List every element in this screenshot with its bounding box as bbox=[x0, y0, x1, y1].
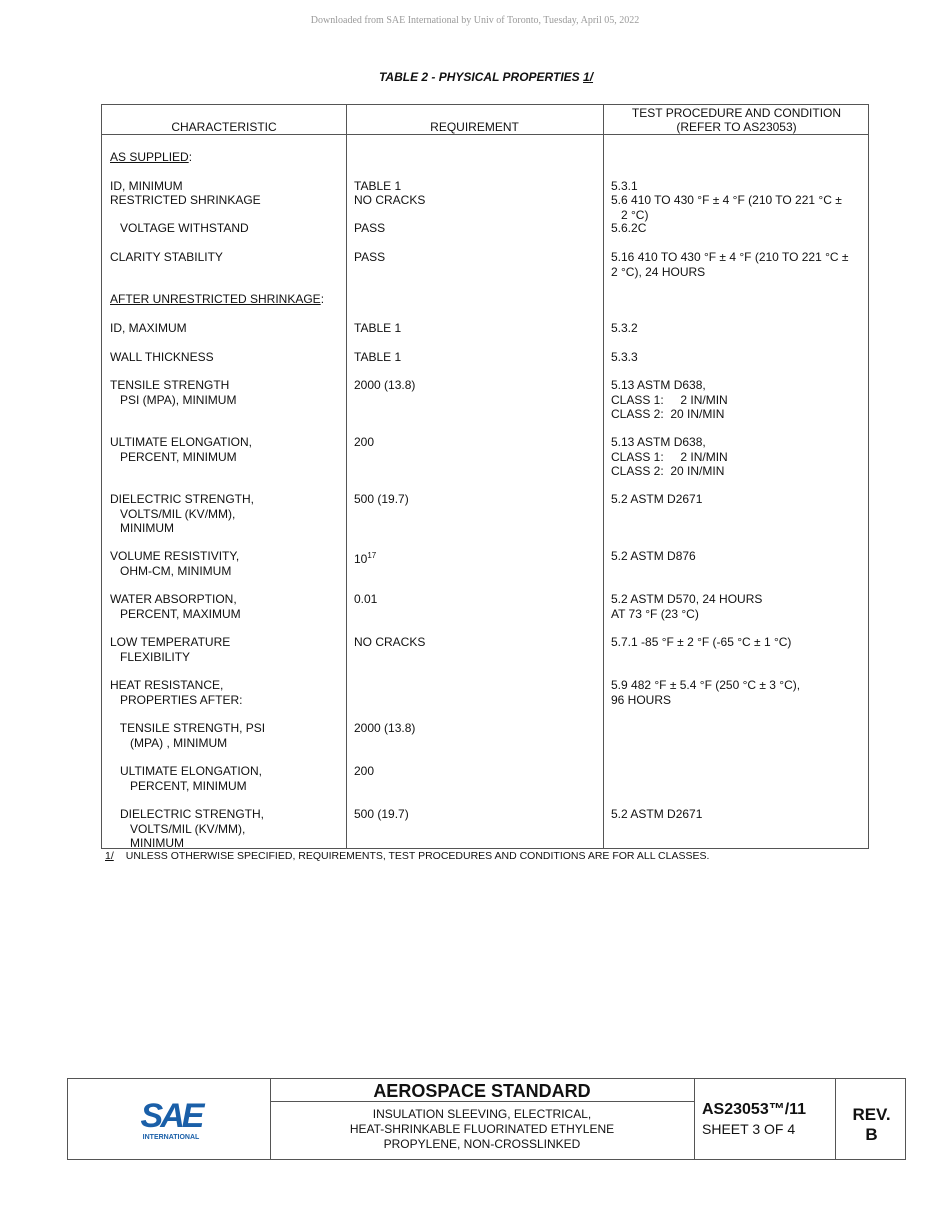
test-procedure-cell: 5.3.1 bbox=[611, 179, 638, 193]
header-requirement: REQUIREMENT bbox=[430, 120, 519, 134]
requirement-cell: TABLE 1 bbox=[354, 179, 402, 193]
requirement-cell: 500 (19.7) bbox=[354, 492, 409, 506]
header-test-procedure: TEST PROCEDURE AND CONDITION (REFER TO AS23053) bbox=[631, 106, 842, 134]
table-title-footnote: 1/ bbox=[583, 70, 594, 84]
document-number: AS23053™/11 bbox=[702, 1101, 807, 1118]
test-procedure-cell: 5.13 ASTM D638, CLASS 1: 2 IN/MIN CLASS 2: 20 IN/MIN bbox=[611, 435, 728, 478]
characteristic-cell: WALL THICKNESS bbox=[110, 350, 214, 364]
test-procedure-cell: 5.3.2 bbox=[611, 321, 638, 335]
title-block bbox=[67, 1078, 906, 1160]
characteristic-cell: AS SUPPLIED: bbox=[110, 150, 193, 164]
characteristic-cell: DIELECTRIC STRENGTH, VOLTS/MIL (KV/MM), MINIMUM bbox=[120, 807, 265, 850]
characteristic-cell: LOW TEMPERATURE FLEXIBILITY bbox=[110, 635, 231, 664]
characteristic-cell: TENSILE STRENGTH PSI (MPA), MINIMUM bbox=[110, 378, 237, 407]
requirement-cell: 0.01 bbox=[354, 592, 378, 606]
sae-logo bbox=[136, 1097, 206, 1141]
test-procedure-cell: 5.9 482 °F ± 5.4 °F (250 °C ± 3 °C), 96 HOURS bbox=[611, 678, 801, 707]
header-characteristic: CHARACTERISTIC bbox=[171, 120, 277, 134]
requirement-cell: $10^{17}$ bbox=[354, 551, 377, 566]
column-divider bbox=[346, 105, 347, 848]
test-procedure-cell: 5.16 410 TO 430 °F ± 4 °F (210 TO 221 °C ± 2 °C), 24 HOURS bbox=[611, 250, 849, 279]
header-divider bbox=[102, 134, 868, 135]
characteristic-cell: ULTIMATE ELONGATION, PERCENT, MINIMUM bbox=[120, 764, 263, 793]
sheet-number: SHEET 3 OF 4 bbox=[702, 1121, 796, 1137]
standard-label: AEROSPACE STANDARD bbox=[373, 1081, 591, 1101]
characteristic-cell: RESTRICTED SHRINKAGE bbox=[110, 193, 261, 207]
requirement-cell: 2000 (13.8) bbox=[354, 721, 416, 735]
test-procedure-cell: 5.7.1 -85 °F ± 2 °F (-65 °C ± 1 °C) bbox=[611, 635, 792, 649]
logo-text: SAE bbox=[140, 1097, 202, 1135]
characteristic-cell: CLARITY STABILITY bbox=[110, 250, 223, 264]
revision: REV. B bbox=[852, 1105, 891, 1144]
table-footnote: 1/ UNLESS OTHERWISE SPECIFIED, REQUIREMENTS, TEST PROCEDURES AND CONDITIONS ARE FOR ALL CLASSES. bbox=[105, 850, 710, 862]
requirement-cell: TABLE 1 bbox=[354, 321, 402, 335]
table-title: TABLE 2 - PHYSICAL PROPERTIES 1/ bbox=[378, 70, 594, 84]
test-procedure-cell: 5.6.2C bbox=[611, 221, 647, 235]
test-procedure-cell: 5.13 ASTM D638, CLASS 1: 2 IN/MIN CLASS 2: 20 IN/MIN bbox=[611, 378, 728, 421]
characteristic-cell: WATER ABSORPTION, PERCENT, MAXIMUM bbox=[110, 592, 241, 621]
logo-subtext: INTERNATIONAL bbox=[142, 1134, 200, 1141]
requirement-cell: 2000 (13.8) bbox=[354, 378, 416, 392]
characteristic-cell: HEAT RESISTANCE, PROPERTIES AFTER: bbox=[110, 678, 243, 707]
test-procedure-cell: 5.2 ASTM D570, 24 HOURS AT 73 °F (23 °C) bbox=[611, 592, 763, 621]
download-notice: Downloaded from SAE International by Univ of Toronto, Tuesday, April 05, 2022 bbox=[310, 15, 640, 26]
physical-properties-table bbox=[101, 104, 869, 849]
requirement-cell: TABLE 1 bbox=[354, 350, 402, 364]
test-procedure-cell: 5.3.3 bbox=[611, 350, 638, 364]
requirement-cell: 200 bbox=[354, 435, 375, 449]
document-description: INSULATION SLEEVING, ELECTRICAL, HEAT-SHRINKABLE FLUORINATED ETHYLENE PROPYLENE, NON-CROSSLINKED bbox=[349, 1107, 615, 1151]
requirement-cell: PASS bbox=[354, 250, 386, 264]
characteristic-cell: DIELECTRIC STRENGTH, VOLTS/MIL (KV/MM), MINIMUM bbox=[110, 492, 255, 535]
characteristic-cell: ID, MAXIMUM bbox=[110, 321, 187, 335]
characteristic-cell: ID, MINIMUM bbox=[110, 179, 183, 193]
characteristic-cell: ULTIMATE ELONGATION, PERCENT, MINIMUM bbox=[110, 435, 253, 464]
requirement-cell: 500 (19.7) bbox=[354, 807, 409, 821]
characteristic-cell: TENSILE STRENGTH, PSI (MPA) , MINIMUM bbox=[119, 721, 266, 750]
requirement-cell: PASS bbox=[354, 221, 386, 235]
test-procedure-cell: 5.6 410 TO 430 °F ± 4 °F (210 TO 221 °C ± 2 °C) bbox=[611, 193, 842, 222]
column-divider bbox=[603, 105, 604, 848]
test-procedure-cell: 5.2 ASTM D2671 bbox=[611, 492, 703, 506]
test-procedure-cell: 5.2 ASTM D876 bbox=[611, 549, 696, 563]
requirement-cell: NO CRACKS bbox=[354, 635, 426, 649]
requirement-cell: NO CRACKS bbox=[354, 193, 426, 207]
characteristic-cell: VOLUME RESISTIVITY, OHM-CM, MINIMUM bbox=[110, 549, 240, 578]
characteristic-cell: VOLTAGE WITHSTAND bbox=[110, 221, 249, 235]
test-procedure-cell: 5.2 ASTM D2671 bbox=[611, 807, 703, 821]
requirement-cell: 200 bbox=[354, 764, 375, 778]
characteristic-cell: AFTER UNRESTRICTED SHRINKAGE: bbox=[110, 292, 325, 306]
